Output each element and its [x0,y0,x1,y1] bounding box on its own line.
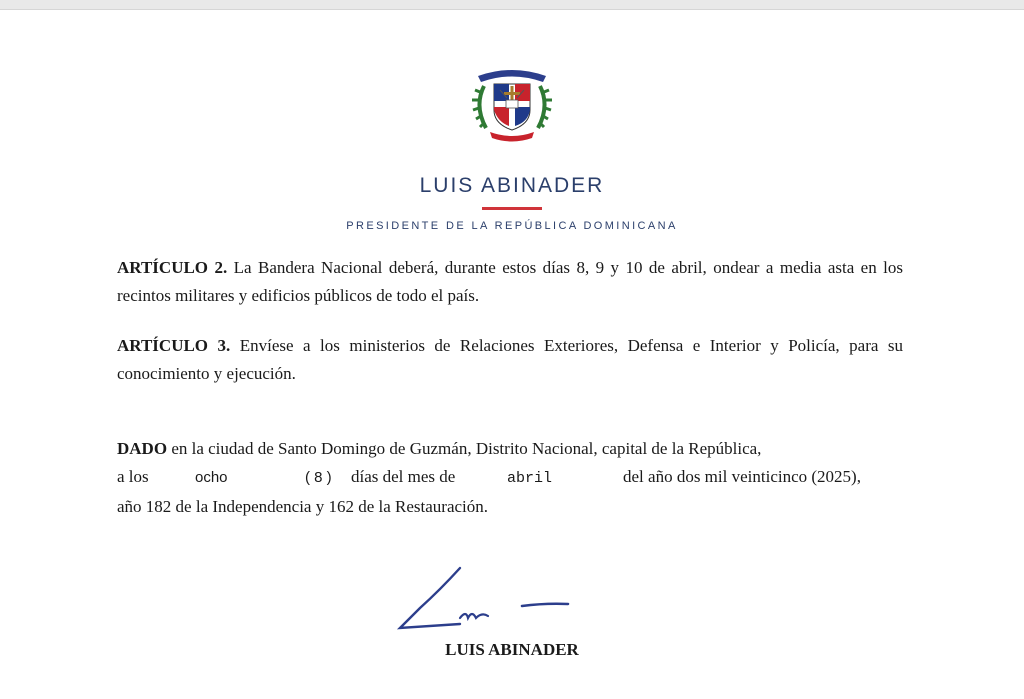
handwritten-signature [390,560,580,640]
article-2 [117,254,903,310]
page-top-edge [0,0,1024,10]
signer-name-text: LUIS ABINADER [445,640,579,659]
article-3 [117,332,903,388]
letterhead-title: PRESIDENTE DE LA REPÚBLICA DOMINICANA [346,220,678,232]
article-text: Envíese a los ministerios de Relaciones Exteriores, Defensa e Interior y Policía, para su conocimiento y ejecución. [117,336,903,383]
given-prefix: a los [117,467,149,486]
given-day-words: ocho [195,469,228,486]
letterhead-name: LUIS ABINADER [419,174,605,197]
article-text: La Bandera Nacional deberá, durante estos días 8, 9 y 10 de abril, ondear a media asta en los recintos militares y edificios públicos de todo el país. [117,258,903,305]
given-month-prefix: días del mes de [351,467,456,486]
given-line-1 [117,435,903,463]
article-label: ARTÍCULO 3. [117,336,231,355]
article-label: ARTÍCULO 2. [117,258,228,277]
given-line-1-text: en la ciudad de Santo Domingo de Guzmán, Distrito Nacional, capital de la República, [167,439,762,458]
given-day-number: ( 8 ) [305,469,332,486]
signer-name [0,640,1024,660]
letterhead-accent-rule [482,207,542,210]
given-date-line [117,463,903,493]
given-clause [117,435,903,521]
given-year: del año dos mil veinticinco (2025), [623,467,861,486]
given-month: abril [507,470,553,487]
given-line-3: año 182 de la Independencia y 162 de la Restauración. [117,497,489,516]
coat-of-arms-icon [470,62,554,146]
given-label: DADO [117,439,168,458]
